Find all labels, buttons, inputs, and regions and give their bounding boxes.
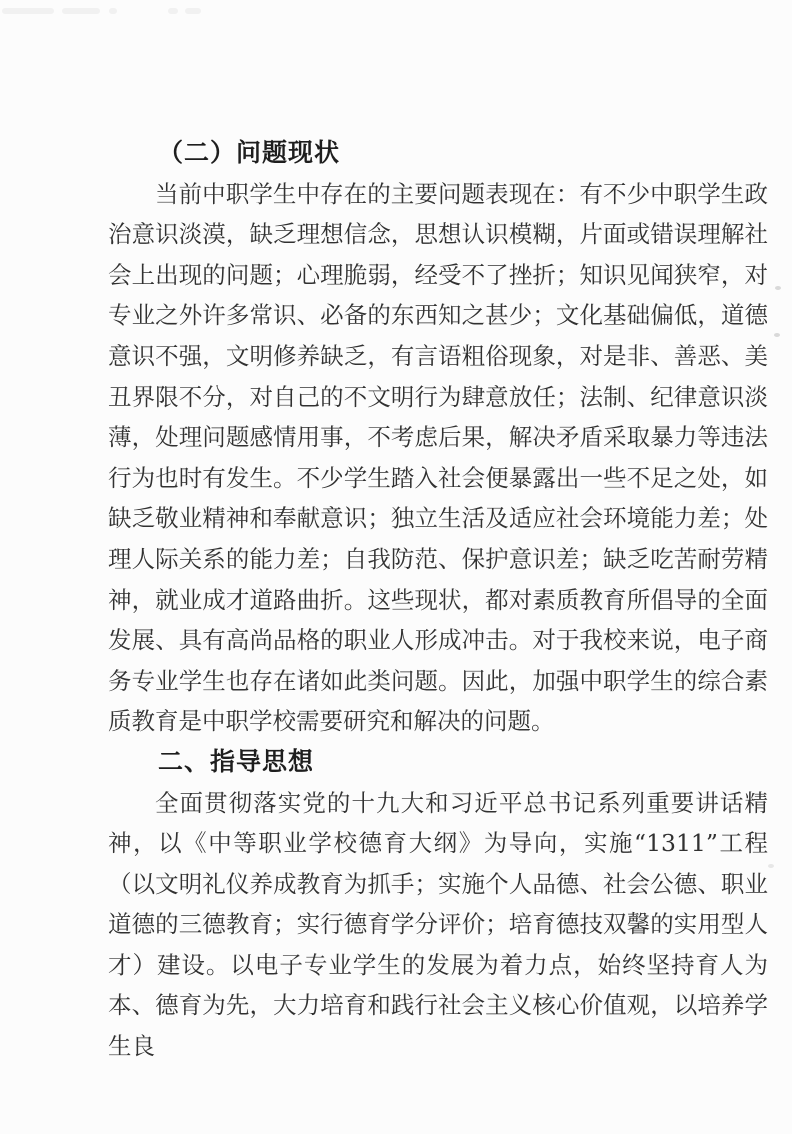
scan-artifact (768, 864, 774, 868)
scan-artifact (109, 8, 117, 14)
paragraph-problem-status: 当前中职学生中存在的主要问题表现在：有不少中职学生政治意识淡漠，缺乏理想信念，思想认识模糊，片面或错误理解社会上出现的问题；心理脆弱，经受不了挫折；知识见闻狭窄，对专业之外许多常识、必备的东西知之甚少；文化基础偏低，道德意识不强，文明修养缺乏，有言语粗俗现象，对是非、善恶、美丑界限不分，对自己的不文明行为肆意放任；法制、纪律意识淡薄，处理问题感情用事，不考虑后果，解决矛盾采取暴力等违法行为也时有发生。不少学生踏入社会便暴露出一些不足之处，如缺乏敬业精神和奉献意识；独立生活及适应社会环境能力差；处理人际关系的能力差；自我防范、保护意识差；缺乏吃苦耐劳精神，就业成才道路曲折。这些现状，都对素质教育所倡导的全面发展、具有高尚品格的职业人形成冲击。对于我校来说，电子商务专业学生也存在诸如此类问题。因此，加强中职学生的综合素质教育是中职学校需要研究和解决的问题。 (108, 179, 768, 736)
scan-artifact (2, 8, 54, 14)
document-body (108, 133, 768, 1067)
scan-artifact (62, 8, 100, 14)
section-heading-problem-status: （二）问题现状 (158, 139, 341, 167)
scan-artifact (168, 8, 178, 14)
section-heading-guiding-ideology: 二、指导思想 (158, 747, 315, 776)
paragraph-guiding-ideology: 全面贯彻落实党的十九大和习近平总书记系列重要讲话精神，以《中等职业学校德育大纲》为导向，实施“1311”工程（以文明礼仪养成教育为抓手；实施个人品德、社会公德、职业道德的三德教育；实行德育学分评价；培育德技双馨的实用型人才）建设。以电子专业学生的发展为着力点，始终坚持育人为本、德育为先，大力培育和践行社会主义核心价值观，以培养学生良 (108, 788, 768, 1061)
scan-artifact (775, 286, 781, 290)
scan-artifact (185, 8, 201, 14)
scan-artifact (774, 333, 780, 337)
